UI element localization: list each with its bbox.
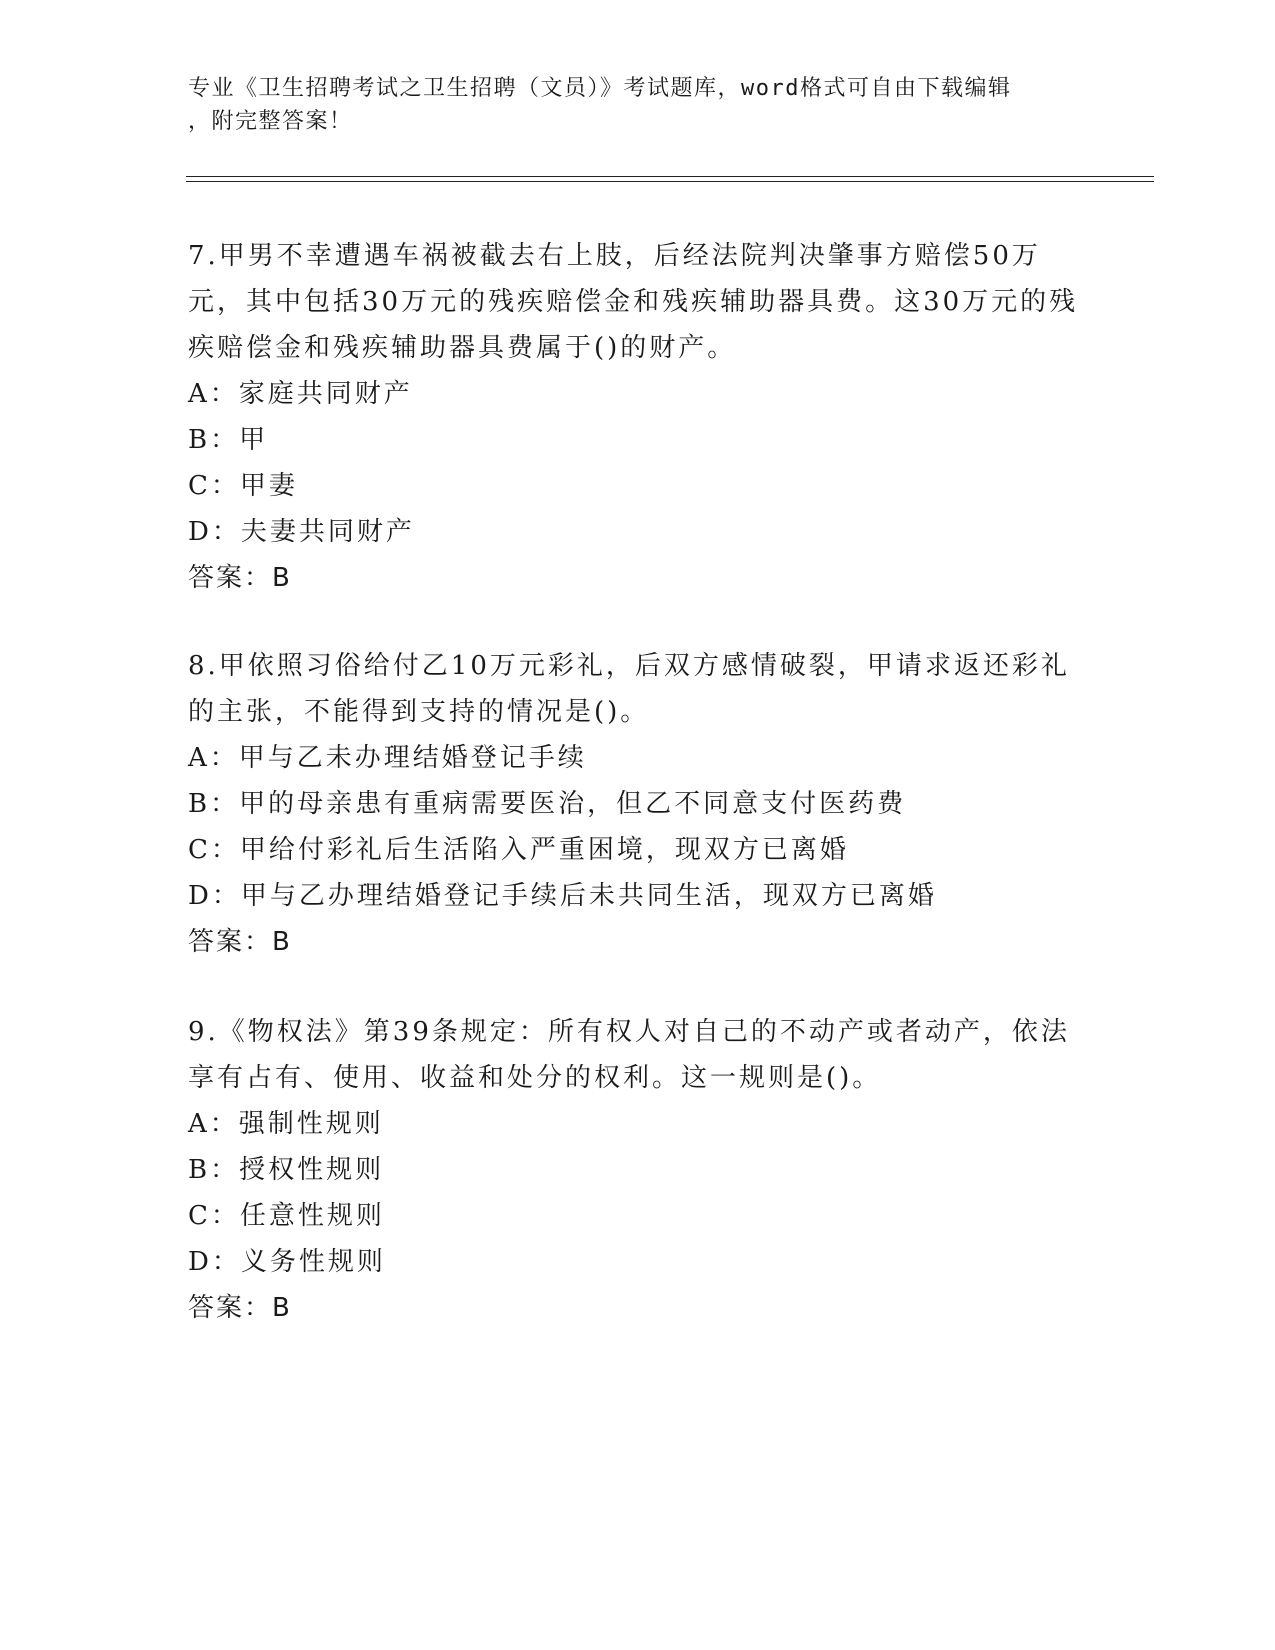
option-b: B：甲 bbox=[188, 425, 269, 455]
option-d: D：义务性规则 bbox=[188, 1247, 386, 1277]
option-c: C：甲给付彩礼后生活陷入严重困境，现双方已离婚 bbox=[188, 835, 849, 865]
header-line-1: 专业《卫生招聘考试之卫生招聘（文员）》考试题库，word格式可自由下载编辑 bbox=[188, 76, 1012, 101]
question-stem: 7.甲男不幸遭遇车祸被截去右上肢，后经法院判决肇事方赔偿50万元，其中包括30万元的残疾赔偿金和残疾辅助器具费。这30万元的残疾赔偿金和残疾辅助器具费属于()的财产。 bbox=[188, 241, 1079, 363]
option-b: B：甲的母亲患有重病需要医治，但乙不同意支付医药费 bbox=[188, 789, 907, 819]
option-a: A：甲与乙未办理结婚登记手续 bbox=[188, 743, 587, 773]
document-header bbox=[188, 72, 1088, 138]
header-line-2: ，附完整答案！ bbox=[188, 109, 353, 134]
option-d: D：夫妻共同财产 bbox=[188, 517, 415, 547]
option-d: D：甲与乙办理结婚登记手续后未共同生活，现双方已离婚 bbox=[188, 881, 937, 911]
option-a: A：家庭共同财产 bbox=[188, 379, 413, 409]
question-9 bbox=[188, 1009, 1088, 1331]
header-rule-bottom bbox=[186, 181, 1154, 182]
question-stem: 8.甲依照习俗给付乙10万元彩礼，后双方感情破裂，甲请求返还彩礼的主张，不能得到支持的情况是()。 bbox=[188, 651, 1070, 727]
answer: 答案：B bbox=[188, 1293, 292, 1323]
option-c: C：甲妻 bbox=[188, 471, 298, 501]
header-rule-top bbox=[186, 176, 1154, 177]
answer: 答案：B bbox=[188, 927, 292, 957]
answer: 答案：B bbox=[188, 563, 292, 593]
question-stem: 9.《物权法》第39条规定：所有权人对自己的不动产或者动产，依法享有占有、使用、收益和处分的权利。这一规则是()。 bbox=[188, 1017, 1070, 1093]
question-7 bbox=[188, 233, 1088, 601]
option-a: A：强制性规则 bbox=[188, 1109, 384, 1139]
question-8 bbox=[188, 643, 1088, 965]
option-b: B：授权性规则 bbox=[188, 1155, 385, 1185]
option-c: C：任意性规则 bbox=[188, 1201, 385, 1231]
